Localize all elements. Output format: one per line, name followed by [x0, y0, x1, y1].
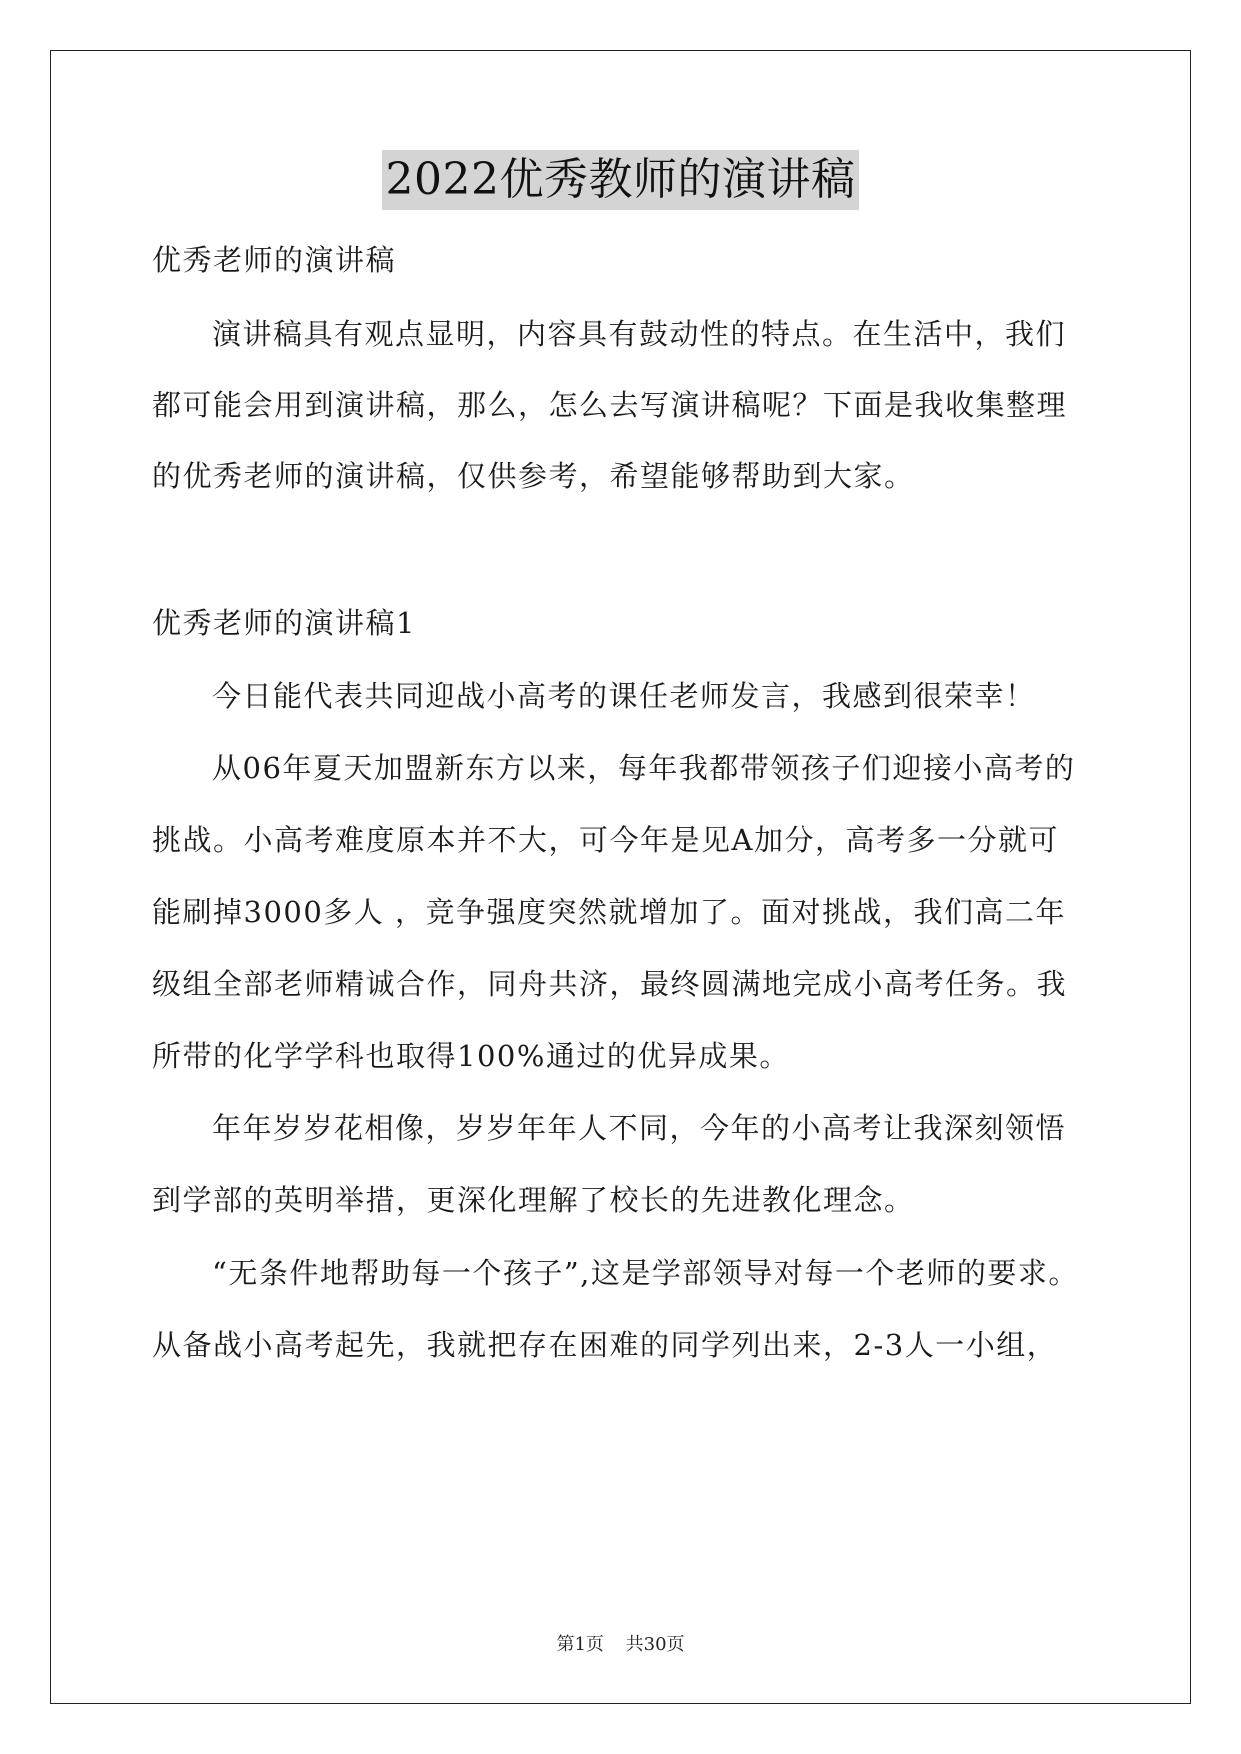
body-line-2: 从06年夏天加盟新东方以来，每年我都带领孩子们迎接小高考的 — [212, 751, 1076, 785]
body-line-3: 挑战。小高考难度原本并不大，可今年是见A加分，高考多一分就可 — [152, 823, 1059, 857]
body-line-1: 今日能代表共同迎战小高考的课任老师发言，我感到很荣幸！ — [212, 679, 1036, 713]
body-line-4: 能刷掉3000多人 ，竞争强度突然就增加了。面对挑战，我们高二年 — [152, 895, 1067, 929]
body-line-6: 所带的化学学科也取得100%通过的优异成果。 — [152, 1039, 790, 1073]
intro-line-1: 演讲稿具有观点显明，内容具有鼓动性的特点。在生活中，我们 — [212, 317, 1067, 351]
total-pages: 共30页 — [625, 1634, 685, 1655]
document-title: 2022优秀教师的演讲稿 — [382, 150, 860, 210]
intro-line-3: 的优秀老师的演讲稿，仅供参考，希望能够帮助到大家。 — [152, 459, 915, 493]
subtitle: 优秀老师的演讲稿 — [152, 243, 397, 277]
page-number: 第1页 — [556, 1634, 604, 1655]
section-heading: 优秀老师的演讲稿1 — [152, 606, 416, 640]
body-line-10: 从备战小高考起先，我就把存在困难的同学列出来，2-3人一小组， — [152, 1328, 1058, 1362]
title-container — [0, 150, 1241, 210]
body-line-5: 级组全部老师精诚合作，同舟共济，最终圆满地完成小高考任务。我 — [152, 967, 1068, 1001]
page-footer — [0, 1630, 1241, 1656]
body-line-8: 到学部的英明举措，更深化理解了校长的先进教化理念。 — [152, 1183, 915, 1217]
intro-line-2: 都可能会用到演讲稿，那么，怎么去写演讲稿呢？下面是我收集整理 — [152, 388, 1068, 422]
body-line-9: “无条件地帮助每一个孩子”,这是学部领导对每一个老师的要求。 — [212, 1256, 1079, 1290]
page-border — [50, 50, 1191, 1704]
body-line-7: 年年岁岁花相像，岁岁年年人不同，今年的小高考让我深刻领悟 — [212, 1111, 1067, 1145]
